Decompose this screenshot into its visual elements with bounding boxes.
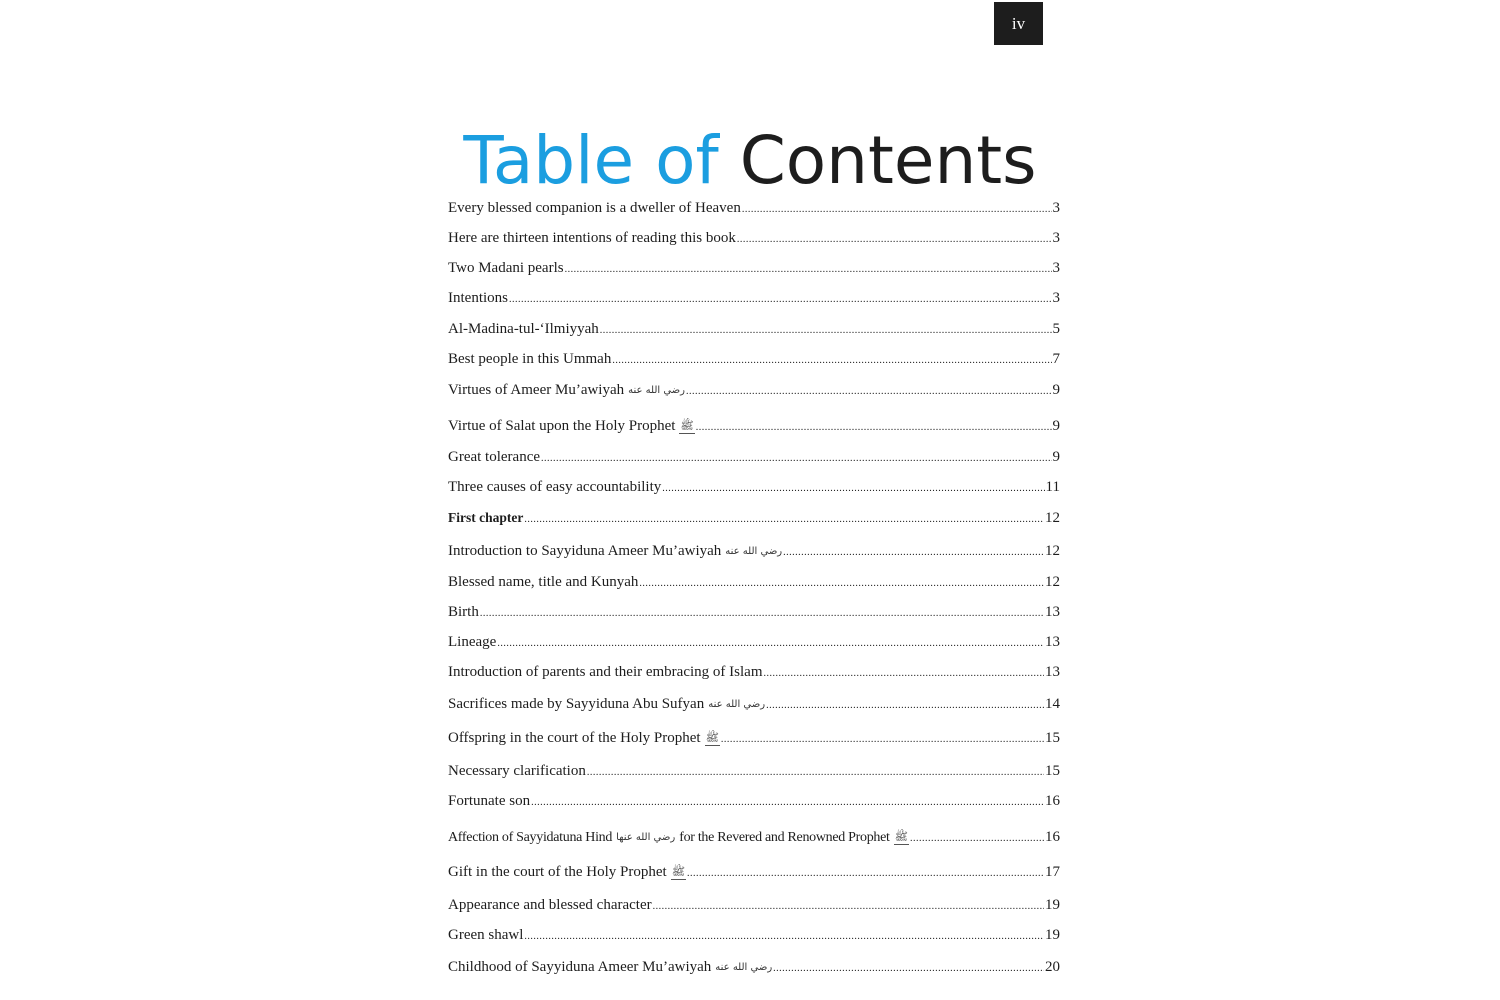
honorific-calligraphy: رضي الله عنه bbox=[708, 699, 766, 711]
toc-entry-label bbox=[448, 959, 772, 976]
dot-leader bbox=[497, 639, 1044, 649]
toc-entry[interactable] bbox=[448, 664, 1060, 690]
dot-leader bbox=[653, 902, 1044, 912]
toc-entry-page-number: 9 bbox=[1052, 418, 1060, 434]
toc-entry-title: First chapter bbox=[448, 510, 524, 525]
dot-leader bbox=[480, 609, 1044, 619]
toc-entry-title-continued: for the Revered and Renowned Prophet bbox=[679, 830, 890, 845]
dot-leader bbox=[541, 454, 1051, 464]
toc-entry-title: Al-Madina-tul-‘Ilmiyyah bbox=[448, 321, 599, 337]
toc-entry-label bbox=[448, 730, 720, 747]
toc-entry[interactable] bbox=[448, 574, 1060, 600]
toc-entry-title: Sacrifices made by Sayyiduna Abu Sufyan bbox=[448, 696, 705, 712]
dot-leader bbox=[524, 932, 1044, 942]
dot-leader bbox=[662, 484, 1044, 494]
toc-entry-title: Necessary clarification bbox=[448, 763, 586, 779]
toc-entry[interactable] bbox=[448, 418, 1060, 444]
toc-entry[interactable] bbox=[448, 200, 1060, 226]
toc-entry-label bbox=[448, 479, 661, 496]
toc-entry-page-number: 5 bbox=[1052, 321, 1060, 337]
toc-entry-page-number: 11 bbox=[1045, 479, 1060, 495]
toc-entry[interactable] bbox=[448, 382, 1060, 408]
dot-leader bbox=[687, 869, 1044, 879]
dot-leader bbox=[587, 768, 1044, 778]
toc-entry-title: Great tolerance bbox=[448, 449, 541, 465]
toc-entry-label bbox=[448, 200, 741, 217]
toc-entry-page-number: 3 bbox=[1052, 290, 1060, 306]
dot-leader bbox=[639, 579, 1044, 589]
toc-entry-title: Introduction of parents and their embracing of Islam bbox=[448, 664, 763, 680]
toc-entry-title: Offspring in the court of the Holy Prophet bbox=[448, 730, 701, 746]
toc-entry-label bbox=[448, 927, 523, 944]
toc-entry-label bbox=[448, 418, 695, 435]
toc-entry-page-number: 19 bbox=[1045, 927, 1060, 943]
toc-entry[interactable] bbox=[448, 449, 1060, 475]
honorific-calligraphy: ﷺ bbox=[671, 865, 686, 879]
toc-entry[interactable] bbox=[448, 793, 1060, 819]
dot-leader bbox=[612, 356, 1051, 366]
toc-entry[interactable] bbox=[448, 230, 1060, 256]
toc-entry-title: Introduction to Sayyiduna Ameer Mu’awiyah bbox=[448, 543, 722, 559]
dot-leader bbox=[696, 423, 1052, 433]
toc-entry-title: Gift in the court of the Holy Prophet bbox=[448, 864, 667, 880]
toc-entry-title: Three causes of easy accountability bbox=[448, 479, 662, 495]
toc-entry-label bbox=[448, 230, 736, 247]
toc-entry-page-number: 20 bbox=[1045, 959, 1060, 975]
toc-entry[interactable] bbox=[448, 864, 1060, 890]
toc-entry-label bbox=[448, 510, 523, 526]
page-number-badge: iv bbox=[994, 2, 1043, 45]
toc-entry[interactable] bbox=[448, 959, 1060, 985]
toc-entry-title: Fortunate son bbox=[448, 793, 531, 809]
toc-entry-page-number: 13 bbox=[1045, 634, 1060, 650]
dot-leader bbox=[531, 798, 1044, 808]
dot-leader bbox=[910, 834, 1044, 844]
toc-entry-title: Intentions bbox=[448, 290, 508, 306]
toc-entry-label bbox=[448, 664, 762, 681]
toc-entry-title: Blessed name, title and Kunyah bbox=[448, 574, 639, 590]
toc-entry-page-number: 19 bbox=[1045, 897, 1060, 913]
toc-entry-label bbox=[448, 574, 638, 591]
toc-entry-page-number: 17 bbox=[1045, 864, 1060, 880]
toc-entry[interactable] bbox=[448, 321, 1060, 347]
title-main: Contents bbox=[739, 122, 1037, 200]
toc-entry-title: Virtue of Salat upon the Holy Prophet bbox=[448, 418, 676, 434]
toc-entry-title: Childhood of Sayyiduna Ameer Mu’awiyah bbox=[448, 959, 712, 975]
toc-entry-title: Affection of Sayyidatuna Hind bbox=[448, 830, 613, 845]
toc-entry-label bbox=[448, 864, 686, 881]
toc-entry[interactable] bbox=[448, 829, 1060, 855]
toc-entry[interactable] bbox=[448, 927, 1060, 953]
toc-entry-page-number: 9 bbox=[1052, 449, 1060, 465]
toc-entry-label bbox=[448, 830, 909, 846]
dot-leader bbox=[773, 964, 1044, 974]
honorific-calligraphy: ﷺ bbox=[705, 731, 719, 745]
toc-entry[interactable] bbox=[448, 351, 1060, 377]
toc-entry-page-number: 12 bbox=[1045, 574, 1060, 590]
page-title bbox=[0, 122, 1500, 199]
dot-leader bbox=[686, 387, 1052, 397]
toc-entry-title: Green shawl bbox=[448, 927, 524, 943]
toc-entry-page-number: 12 bbox=[1045, 510, 1060, 526]
honorific-calligraphy: ﷺ bbox=[680, 419, 694, 433]
toc-entry-page-number: 13 bbox=[1045, 664, 1060, 680]
toc-entry-label bbox=[448, 897, 652, 914]
honorific-calligraphy: رضي الله عنها bbox=[616, 832, 676, 844]
honorific-calligraphy: رضي الله عنه bbox=[715, 962, 773, 974]
toc-entry-title: Here are thirteen intentions of reading this book bbox=[448, 230, 736, 246]
toc-entry-label bbox=[448, 260, 564, 277]
toc-entry-page-number: 14 bbox=[1045, 696, 1060, 712]
toc-entry[interactable] bbox=[448, 897, 1060, 923]
dot-leader bbox=[721, 735, 1044, 745]
dot-leader bbox=[565, 265, 1052, 275]
honorific-calligraphy: ﷺ bbox=[894, 830, 908, 844]
toc-entry-title: Lineage bbox=[448, 634, 497, 650]
toc-entry-label bbox=[448, 290, 508, 307]
toc-entry-page-number: 16 bbox=[1045, 829, 1060, 845]
toc-entry-page-number: 9 bbox=[1052, 382, 1060, 398]
toc-entry-title: Virtues of Ameer Mu’awiyah bbox=[448, 382, 625, 398]
dot-leader bbox=[509, 295, 1052, 305]
toc-entry-title: Every blessed companion is a dweller of Heaven bbox=[448, 200, 741, 216]
toc-entry-title: Best people in this Ummah bbox=[448, 351, 612, 367]
dot-leader bbox=[783, 548, 1044, 558]
dot-leader bbox=[766, 701, 1044, 711]
toc-entry-label bbox=[448, 696, 765, 713]
toc-entry-label bbox=[448, 382, 685, 399]
toc-entry[interactable] bbox=[448, 696, 1060, 722]
toc-entry[interactable] bbox=[448, 634, 1060, 660]
toc-entry-page-number: 3 bbox=[1052, 200, 1060, 216]
toc-entry-page-number: 15 bbox=[1045, 763, 1060, 779]
toc-entry-page-number: 16 bbox=[1045, 793, 1060, 809]
toc-entry-label bbox=[448, 793, 530, 810]
toc-entry-page-number: 3 bbox=[1052, 260, 1060, 276]
toc-entry-label bbox=[448, 351, 611, 368]
title-accent: Table of bbox=[463, 122, 719, 200]
toc-entry-title: Birth bbox=[448, 604, 479, 620]
toc-entry-page-number: 12 bbox=[1045, 543, 1060, 559]
dot-leader bbox=[600, 326, 1052, 336]
toc-entry[interactable] bbox=[448, 604, 1060, 630]
toc-entry[interactable] bbox=[448, 730, 1060, 756]
toc-entry-label bbox=[448, 543, 782, 560]
toc-entry-title: Appearance and blessed character bbox=[448, 897, 652, 913]
dot-leader bbox=[737, 235, 1052, 245]
dot-leader bbox=[524, 515, 1044, 525]
toc-entry[interactable] bbox=[448, 543, 1060, 569]
toc-entry-page-number: 3 bbox=[1052, 230, 1060, 246]
toc-entry[interactable] bbox=[448, 290, 1060, 316]
toc-entry-page-number: 15 bbox=[1045, 730, 1060, 746]
toc-entry-title: Two Madani pearls bbox=[448, 260, 564, 276]
toc-entry-page-number: 7 bbox=[1052, 351, 1060, 367]
dot-leader bbox=[763, 669, 1044, 679]
dot-leader bbox=[742, 205, 1052, 215]
toc-entry[interactable] bbox=[448, 763, 1060, 789]
toc-entry-label bbox=[448, 763, 586, 780]
toc-entry-label bbox=[448, 321, 599, 338]
honorific-calligraphy: رضي الله عنه bbox=[628, 385, 685, 397]
toc-entry[interactable] bbox=[448, 260, 1060, 286]
toc-entry[interactable] bbox=[448, 510, 1060, 536]
toc-entry-label bbox=[448, 634, 496, 651]
toc-entry-page-number: 13 bbox=[1045, 604, 1060, 620]
honorific-calligraphy: رضي الله عنه bbox=[725, 546, 783, 558]
toc-entry-label bbox=[448, 449, 540, 466]
toc-entry-label bbox=[448, 604, 479, 621]
toc-entry[interactable] bbox=[448, 479, 1060, 505]
